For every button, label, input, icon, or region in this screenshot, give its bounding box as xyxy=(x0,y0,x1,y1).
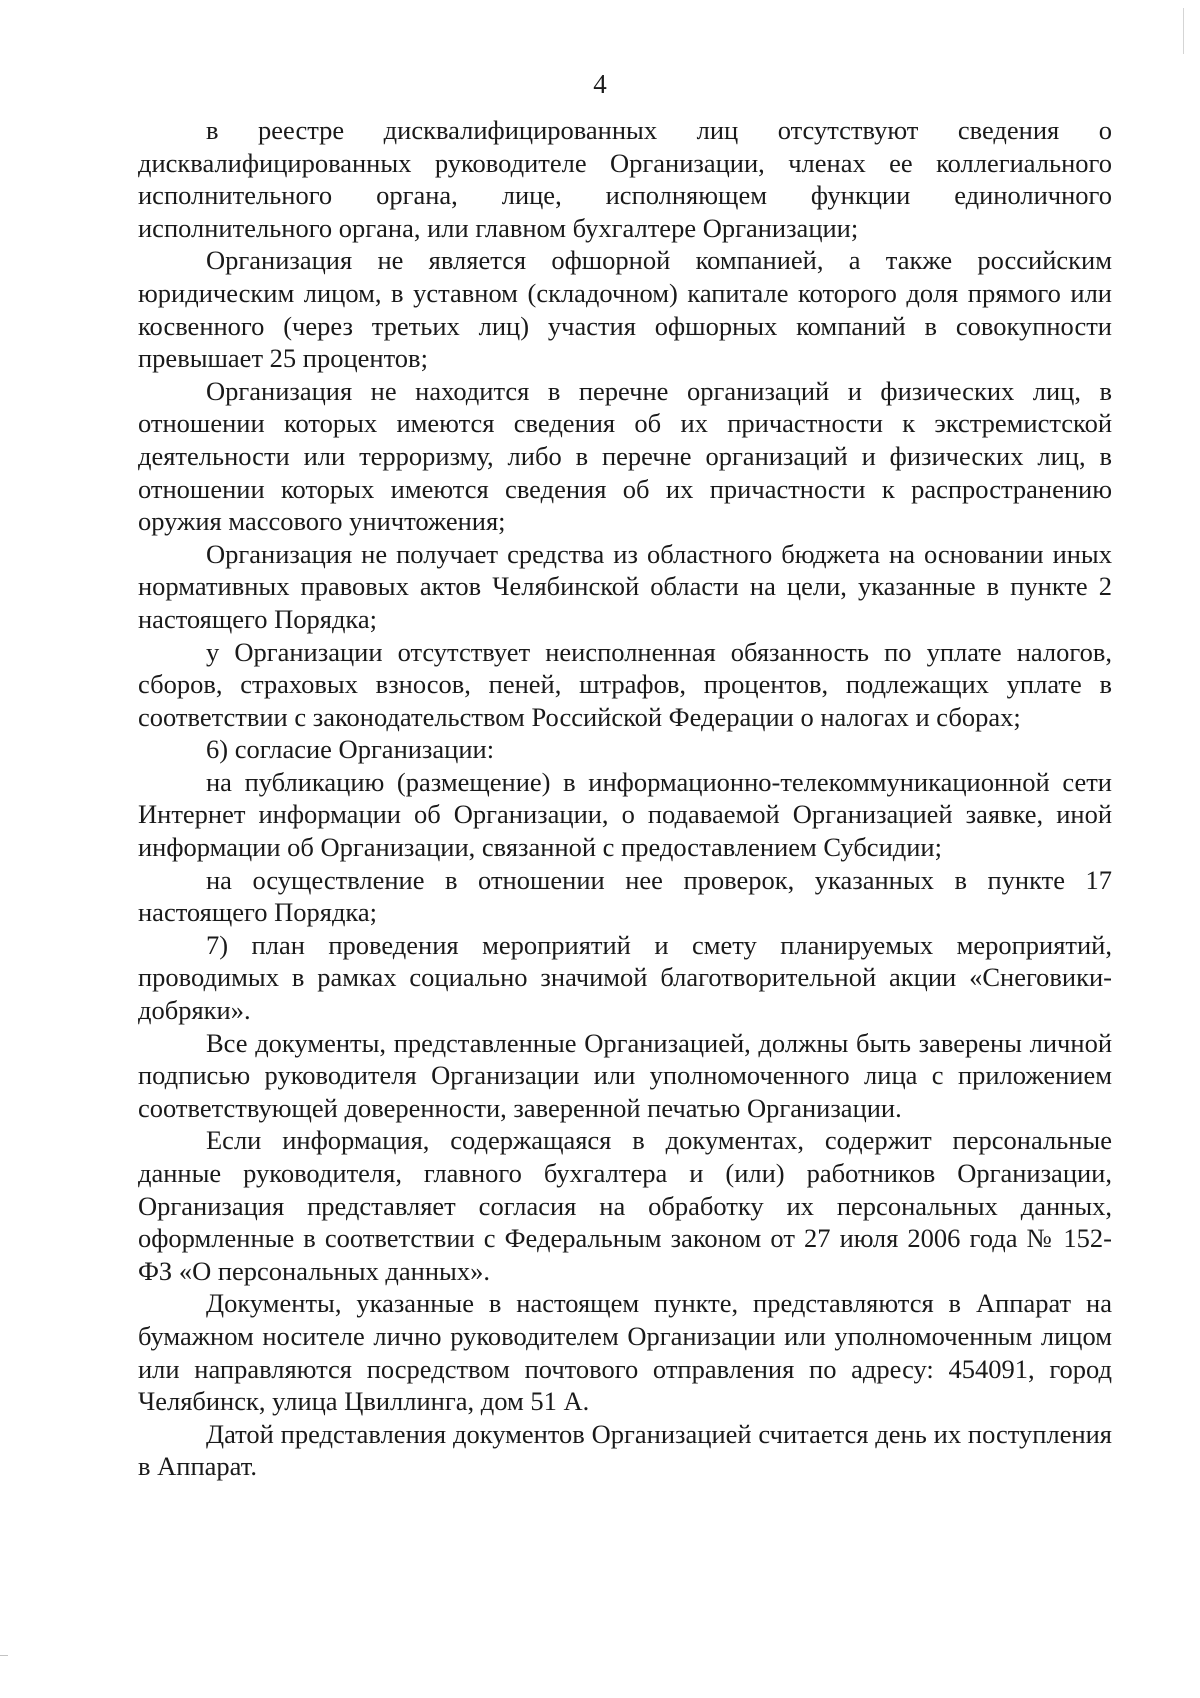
scan-edge-mark xyxy=(0,1655,8,1656)
page-number: 4 xyxy=(593,69,607,99)
paragraph-submission-date: Датой представления документов Организацией считается день их поступления в Аппарат. xyxy=(138,1418,1112,1482)
paragraph-submission: Документы, указанные в настоящем пункте, представляются в Аппарат на бумажном носителе лично руководителем Организации или уполномоченным лицом или направляются посредством почтового отправления по адресу: 454091, город Челябинск, улица Цвиллинга, дом 51 А. xyxy=(138,1288,1112,1417)
scan-edge-mark xyxy=(1183,8,1184,54)
paragraph-inspections-consent: на осуществление в отношении нее проверок, указанных в пункте 17 настоящего Порядка; xyxy=(138,864,1112,928)
paragraph-publication-consent: на публикацию (размещение) в информационно-телекоммуникационной сети Интернет информации об Организации, о подаваемой Организацией заявке, иной информации об Организации, связанной с предоставлением Субсидии; xyxy=(138,766,1112,863)
paragraph-personal-data: Если информация, содержащаяся в документах, содержит персональные данные руководителя, главного бухгалтера и (или) работников Организации, Организация представляет согласия на обработку их персональных данных, оформленные в соответствии с Федеральным законом от 27 июля 2006 года № 152-ФЗ «О персональных данных». xyxy=(138,1125,1112,1286)
paragraph-extremism-list: Организация не находится в перечне организаций и физических лиц, в отношении которых имеются сведения об их причастности к экстремистской деятельности или терроризму, либо в перечне организаций и физических лиц, в отношении которых имеются сведения об их причастности к распространению оружия массового уничтожения; xyxy=(138,375,1112,537)
paragraph-tax-obligations: у Организации отсутствует неисполненная обязанность по уплате налогов, сборов, страховых взносов, пеней, штрафов, процентов, подлежащих уплате в соответствии с законодательством Российской Федерации о налогах и сборах; xyxy=(138,636,1112,732)
paragraph-consent-heading: 6) согласие Организации: xyxy=(206,734,495,765)
document-body xyxy=(138,114,1112,1483)
paragraph-regional-budget: Организация не получает средства из областного бюджета на основании иных нормативных правовых актов Челябинской области на цели, указанные в пункте 2 настоящего Порядка; xyxy=(138,538,1112,634)
paragraph-offshore: Организация не является офшорной компанией, а также российским юридическим лицом, в уставном (складочном) капитале которого доля прямого или косвенного (через третьих лиц) участия офшорных компаний в совокупности превышает 25 процентов; xyxy=(138,245,1112,374)
paragraph-document-certification: Все документы, представленные Организацией, должны быть заверены личной подписью руководителя Организации или уполномоченного лица с приложением соответствующей доверенности, заверенной печатью Организации. xyxy=(138,1027,1112,1123)
paragraph-event-plan: 7) план проведения мероприятий и смету планируемых мероприятий, проводимых в рамках социально значимой благотворительной акции «Снеговики-добряки». xyxy=(138,929,1112,1026)
paragraph-disqualified-registry: в реестре дисквалифицированных лиц отсутствуют сведения о дисквалифицированных руководителе Организации, членах ее коллегиального исполнительного органа, лице, исполняющем функции единоличного исполнительного органа, или главном бухгалтере Организации; xyxy=(138,115,1112,243)
